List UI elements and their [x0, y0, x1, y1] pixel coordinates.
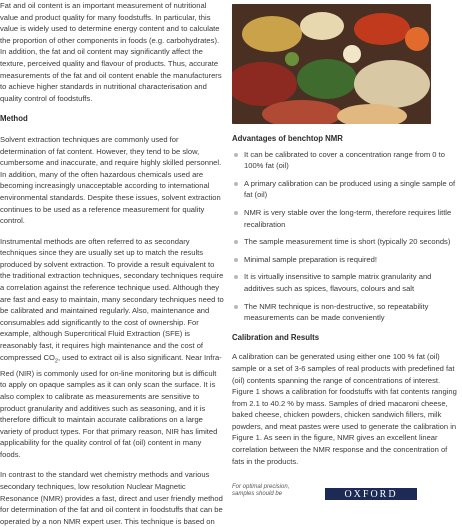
- oxford-logo: OXFORD: [325, 488, 417, 500]
- bullet-dot-icon: [234, 240, 238, 244]
- advantages-heading: Advantages of benchtop NMR: [232, 134, 343, 143]
- bullet-dot-icon: [234, 153, 238, 157]
- list-item: A primary calibration can be produced using a single sample of fat (oil): [232, 178, 458, 201]
- list-item: The sample measurement time is short (typically 20 seconds): [232, 236, 458, 248]
- method-paragraph-2-a: Instrumental methods are often referred to as secondary techniques since they are usually set up to match the results produced by solvent extraction. To provide a result equivalent to the traditional extraction techniques, secondary techniques require a correlation against the reference technique used. Although they are fast and easy to maintain, many secondary techniques need to be calibrated and maintained regularly. Also, maintenance and consumables add significantly to the cost of ownership. For example, although Supercritical Fluid Extraction (SFE) is reasonably fast, it requires high maintenance and the cost of compressed CO: [0, 236, 224, 362]
- bullet-dot-icon: [234, 258, 238, 262]
- method-paragraph-1: Solvent extraction techniques are commonly used for determination of fat content. However, they tend to be slow, cumbersome and inaccurate, and require highly skilled personnel. In addition, many of the often hazardous chemicals used are becoming increasingly unacceptable according to international environmental standards. Despite these issues, solvent extraction continues to be used as a reference measurement for quality control.: [0, 134, 222, 226]
- list-item: It can be calibrated to cover a concentration range from 0 to 100% fat (oil): [232, 149, 458, 172]
- advantages-list: [232, 149, 458, 324]
- left-column: [0, 0, 224, 527]
- list-item: NMR is very stable over the long-term, therefore requires little recalibration: [232, 207, 458, 230]
- co2-subscript: 2: [54, 358, 58, 365]
- bullet-dot-icon: [234, 275, 238, 279]
- intro-paragraph: Fat and oil content is an important measurement of nutritional value and product quality for many foodstuffs. In particular, this value is widely used to determine energy content and to calculate the proportion of other components in foods (e.g. carbohydrates). In addition, the fat and oil content may significantly affect the texture, perceived quality and flavour of products. Thus, accurate measurements of the fat and oil content enable the manufacturers to achieve higher standards in nutritional characterisation and quality control of foodstuffs.: [0, 1, 222, 103]
- bullet-dot-icon: [234, 211, 238, 215]
- precision-note: For optimal precision, samples should be: [232, 484, 290, 497]
- calibration-paragraph: A calibration can be generated using either one 100 % fat (oil) sample or a set of 3-6 samples of real products with predefined fat (oil) contents spanning the range of concentrations of interest. Figure 1 shows a calibration for foodstuffs with fat contents ranging from 2.1 to 40.2 % by mass. Samples of dried macaroni cheese, baked cheese, chicken powders, chicken sandwich fillers, milk powders, and meat pastes were used to generate the calibration in Figure 1. As seen in the figure, NMR gives an excellent linear correlation between the NMR response and the concentration of fats in the products.: [232, 352, 457, 466]
- bullet-dot-icon: [234, 182, 238, 186]
- method-paragraph-3: In contrast to the standard wet chemistry methods and various secondary techniques, low resolution Nuclear Magnetic Resonance (NMR) provides a fast, direct and user friendly method for determination of the fat and oil content in foodstuffs that can be operated by a non NMR expert user. This technique is based on: [0, 470, 223, 526]
- list-item: The NMR technique is non-destructive, so repeatability measurements can be made conveniently: [232, 301, 458, 324]
- right-column: [232, 0, 458, 467]
- method-paragraph-2-b: , used to extract oil is also significant. Near Infra-Red (NIR) is commonly used for on-line monitoring but is difficult to apply on opaque samples as it can only scan the surface. It is also complex to calibrate as measurements are sensitive to product granularity and additives such as seasoning, and it is therefore difficult to maintain accurate calibrations on a large variety of product types. For that primary reason, NIR has limited applicability for the quality control of fat (oil) content in many foods.: [0, 352, 222, 459]
- method-paragraph-2: [0, 236, 224, 461]
- list-item: Minimal sample preparation is required!: [232, 254, 458, 266]
- calibration-heading: Calibration and Results: [232, 332, 320, 342]
- method-heading: Method: [0, 114, 28, 124]
- list-item: It is virtually insensitive to sample matrix granularity and additives such as spices, flavours, colours and salt: [232, 271, 458, 294]
- bullet-dot-icon: [234, 305, 238, 309]
